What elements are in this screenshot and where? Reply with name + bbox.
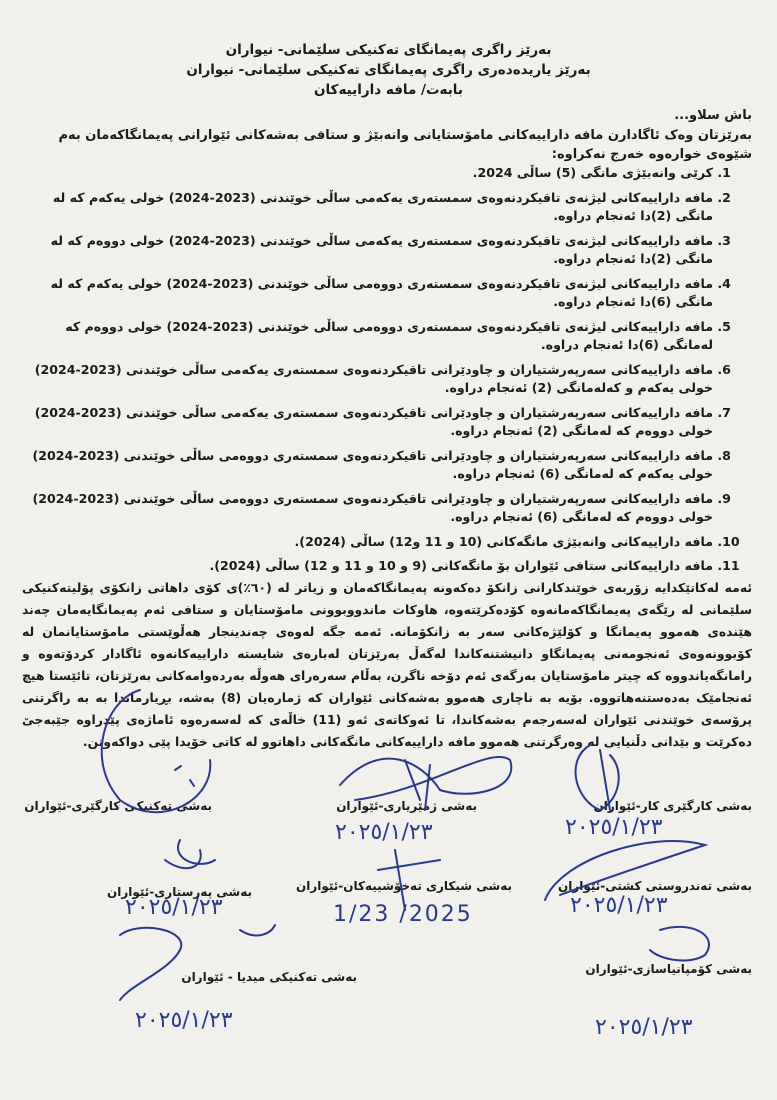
signature-label: بەشی تەندروستی کشتی-ئێواران bbox=[557, 879, 752, 893]
list-item: 9. مافە داراییەکانی سەرپەرشتیاران و چاودێرانی تاقیکردنەوەی سمستەری دووەمی ساڵی خوێندنی (2023-2024) خولی دووەم کە لەمانگی (6) ئەنجام دراوە. bbox=[23, 490, 713, 527]
greeting: باش سلاو... bbox=[674, 108, 752, 123]
signature-scribble bbox=[650, 927, 709, 961]
signature-label: بەشی کۆمپانیاسازی-ئێواران bbox=[585, 962, 752, 976]
handwritten-date: ٢٠٢٥/١/٢٣ bbox=[595, 1015, 693, 1040]
list-item: 6. مافە داراییەکانی سەرپەرشتیاران و چاودێرانی تاقیکردنەوەی سمستەری یەکەمی ساڵی خوێندنی (2023-2024) خولی یەکەم و کەلەمانگی (2) ئەنجام دراوە. bbox=[23, 361, 713, 398]
signature-scribble bbox=[175, 766, 194, 786]
recipient-assistant-dean: بەرێز یاریدەدەری راگری پەیمانگای تەکنیکی سلێمانی- نیواران bbox=[186, 62, 591, 78]
handwritten-date: ٢٠٢٥/١/٢٣ bbox=[570, 893, 668, 918]
recipient-dean: بەرێز راگری پەیمانگای تەکنیکی سلێمانی- نیواران bbox=[225, 42, 552, 58]
handwritten-date: ٢٠٢٥/١/٢٣ bbox=[135, 1008, 233, 1033]
list-item: 11. مافە داراییەکانی ستافی ئێواران بۆ مانگەکانی (9 و 10 و 11 و 12) ساڵی (2024). bbox=[23, 557, 713, 576]
list-item: 8. مافە داراییەکانی سەرپەرشتیاران و چاودێرانی تاقیکردنەوەی سمستەری دووەمی ساڵی خوێندنی (2023-2024) خولی یەکەم کە لەمانگی (6) ئەنجام دراوە. bbox=[23, 447, 713, 484]
claims-list bbox=[23, 164, 735, 582]
signature-label: بەشی کارگێری کار-ئێواران bbox=[593, 799, 752, 813]
signature-scribble bbox=[340, 757, 511, 800]
list-item: 5. مافە داراییەکانی لیژنەی تاقیکردنەوەی سمستەری دووەمی ساڵی خوێندنی (2023-2024) خولی دووەم کە لەمانگی (6)دا ئەنجام دراوە. bbox=[23, 318, 713, 355]
intro-paragraph: بەرێزتان وەک ئاگادارن مافە داراییەکانی مامۆستایانی وانەبێژ و ستافی بەشەکانی ئێوارانی پەیمانگاکەمان بەم شێوەی خوارەوە خەرج نەکراوە: bbox=[58, 128, 752, 162]
closing-paragraph: ئەمە لەکاتێکدایە زۆربەی خوێندکارانی زانکۆ دەکەونە پەیمانگاکەمان و زیاتر لە (٦٠٪)ی کۆی داهاتی زانکۆی پۆلیتەکنیکی سلێمانی لە رێگەی پەیمانگاکەمانەوە کۆدەکرێتەوە، هاوکات ماندووبوونی مامۆستایان و ستافی ئەم پەیمانگایەمان چەند هێندەی هەموو پەیمانگا و کۆلێژەکانی سەر بە زانکۆمانە. ئەمە جگە لەوەی چەندینجار هەڵوێستی مامۆستایانمان لە کۆبوونەوەی ئەنجومەنی پەیمانگاو دانیشتنەکاندا لەگەڵ بەرێزتان لەبارەی شایستە داراییەکانەوە ئاگادار کردۆتەوە و رامانگەیاندووە کە چیتر مامۆستایان بەرگەی ئەم دۆخە ناگرن، بەڵام سەرەرای هەوڵە بەردەوامەکانی بەرێزتان، تائێستا هیچ ئەنجامێک بەدەستنەهاتووە. بۆیە بە ناچاری هەموو بەشەکانی ئێواران کە ژمارەیان (8) بەشە، بڕیارماندا بە بە راگرتنی پرۆسەی خوێندنی ئێواران لەسەرجەم بەشەکاندا، تا ئەوکاتەی ئەو (11) خاڵەی کە لەسەرەوە ئاماژەی پێدراوە جێبەجێ دەکرێت و بێدانی دڵنیایی لە وەرگرتنی هەموو مافە داراییەکانی مانگەکانی داهاتوو لە کاتی خۆیدا پێی دواکەوتن. bbox=[22, 580, 753, 749]
list-item: 10. مافە داراییەکانی وانەبێژی مانگەکانی (10 و 11 و12) ساڵی (2024). bbox=[23, 533, 713, 552]
signature-scribble bbox=[120, 925, 275, 1000]
signature-label: بەشی شیکاری تەخۆشییەکان-ئێواران bbox=[295, 879, 512, 893]
signature-label: بەشی پەرستاری-ئێواران bbox=[107, 885, 252, 899]
letter-header bbox=[0, 40, 777, 100]
handwritten-date: ٢٠٢٥/١/٢٣ bbox=[565, 815, 663, 840]
signature-label: بەشی تەکنیکی کارگێری-ئێواران bbox=[24, 799, 212, 813]
handwritten-date: ٢٠٢٥/١/٢٣ bbox=[335, 820, 433, 845]
subject-line: بابەت/ مافە داراییەکان bbox=[314, 82, 463, 98]
handwritten-date: 2025/ 1/23 bbox=[333, 902, 473, 927]
list-item: 1. کرێی وانەبێژی مانگی (5) ساڵی 2024. bbox=[23, 164, 713, 183]
signature-scribble bbox=[165, 840, 215, 868]
handwritten-date: ٢٠٢٥/١/٢٣ bbox=[125, 895, 223, 920]
list-item: 7. مافە داراییەکانی سەرپەرشتیاران و چاودێرانی تاقیکردنەوەی سمستەری یەکەمی ساڵی خوێندنی (2023-2024) خولی دووەم کە لەمانگی (2) ئەنجام دراوە. bbox=[23, 404, 713, 441]
list-item: 2. مافە داراییەکانی لیژنەی تاقیکردنەوەی سمستەری یەکەمی ساڵی خوێندنی (2023-2024) خولی یەکەم کە لە مانگی (2)دا ئەنجام دراوە. bbox=[23, 189, 713, 226]
list-item: 3. مافە داراییەکانی لیژنەی تاقیکردنەوەی سمستەری یەکەمی ساڵی خوێندنی (2023-2024) خولی دووەم کە لە مانگی (2)دا ئەنجام دراوە. bbox=[23, 232, 713, 269]
signature-label: بەشی تەکنیکی میدیا - ئێواران bbox=[181, 970, 357, 984]
list-item: 4. مافە داراییەکانی لیژنەی تاقیکردنەوەی سمستەری دووەمی ساڵی خوێندنی (2023-2024) خولی یەکەم کە لە مانگی (6)دا ئەنجام دراوە. bbox=[23, 275, 713, 312]
signature-label: بەشی ژمێریاری-ئێواران bbox=[336, 799, 477, 813]
